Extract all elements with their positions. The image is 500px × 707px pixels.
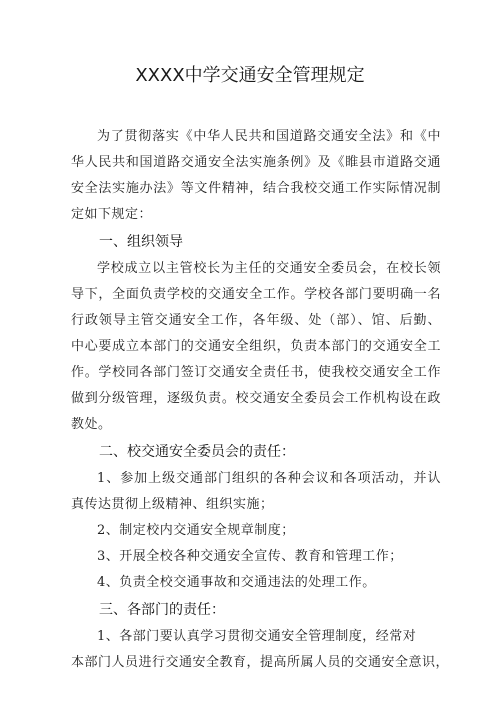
department-duty-line-1: 1、各部门要认真学习贯彻交通安全管理制度，经常对 <box>97 629 417 644</box>
department-duty-line-2: 本部门人员进行交通安全教育，提高所属人员的交通安全意识， <box>71 655 450 670</box>
committee-duty-3: 3、开展全校各种交通安全宣传、教育和管理工作； <box>97 549 403 564</box>
intro-paragraph: 为了贯彻落实《中华人民共和国道路交通安全法》和《中华人民共和国道路交通安全法实施条例》及《睢县市道路交通安全法实施办法》等文件精神，结合我校交通工作实际情况制定如下规定： <box>71 129 441 222</box>
organization-paragraph: 学校成立以主管校长为主任的交通安全委员会，在校长领导下，全面负责学校的交通安全工作。学校各部门要明确一名行政领导主管交通安全工作，各年级、处（部）、馆、后勤、中心要成立本部门的交通安全组织，负责本部门的交通安全工作。学校同各部门签订交通安全责任书，使我校交通安全工作做到分级管理，逐级负责。校交通安全委员会工作机构设在政教处。 <box>71 261 441 432</box>
document-title: XXXX中学交通安全管理规定 <box>135 65 365 86</box>
committee-duty-2: 2、制定校内交通安全规章制度； <box>97 523 295 538</box>
document-body <box>71 124 450 676</box>
section-heading-organization: 一、组织领导 <box>99 234 183 250</box>
committee-duty-4: 4、负责全校交通事故和交通违法的处理工作。 <box>97 575 376 590</box>
section-heading-committee-duties: 二、校交通安全委员会的责任： <box>99 444 295 460</box>
section-heading-department-duties: 三、各部门的责任： <box>99 602 225 618</box>
committee-duty-1: 1、参加上级交通部门组织的各种会议和各项活动，并认真传达贯彻上级精神、组织实施； <box>71 471 441 512</box>
